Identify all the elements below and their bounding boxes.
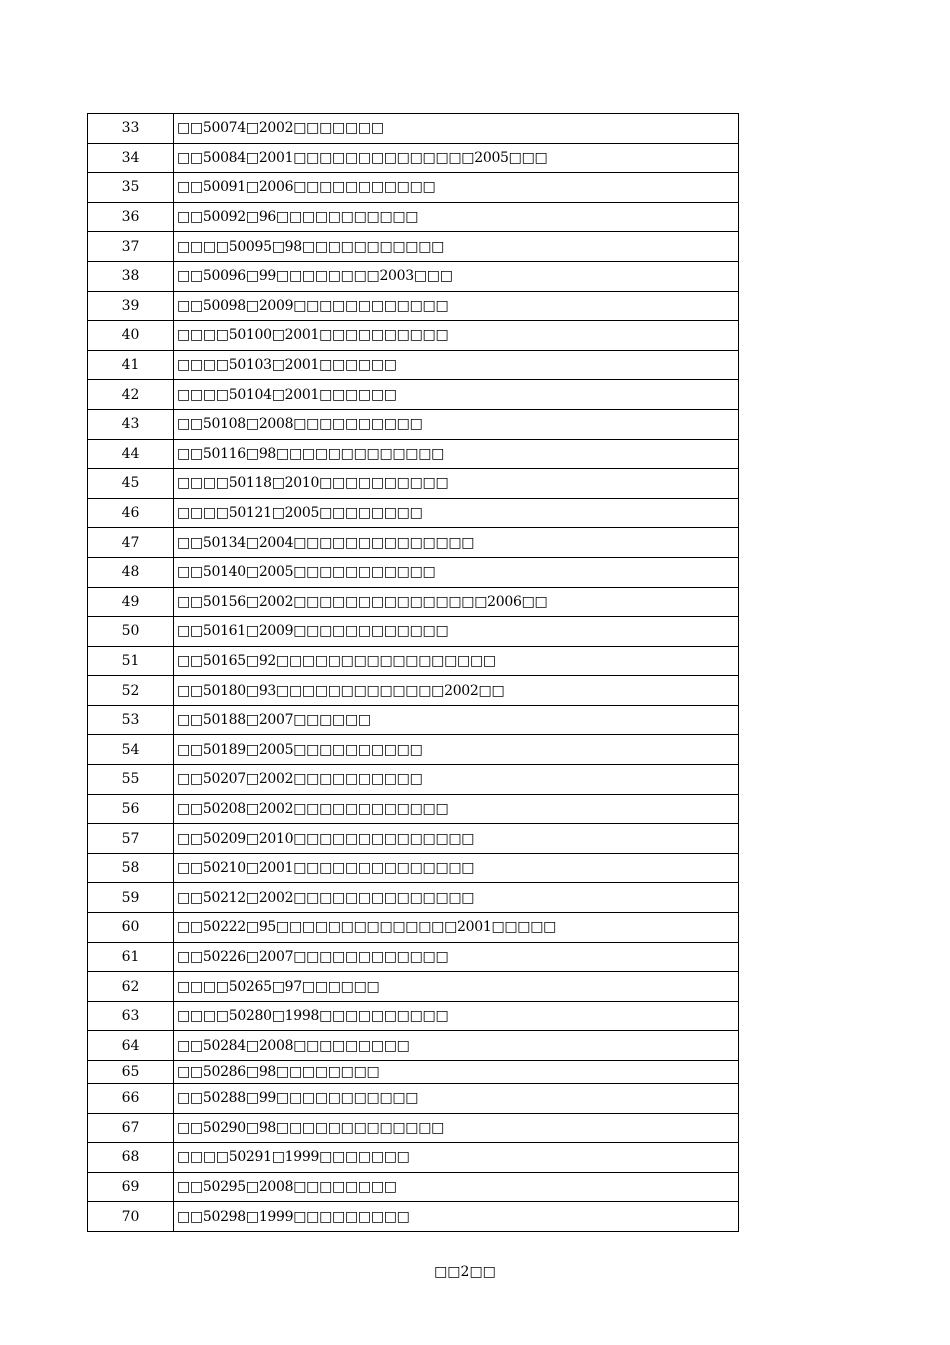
table-row [88,321,739,351]
row-number: 44 [88,439,174,469]
table-row [88,143,739,173]
standard-entry: □□50212□2002□□□□□□□□□□□□□□ [174,883,739,913]
standard-entry: □□50222□95□□□□□□□□□□□□□□2001□□□□□ [174,913,739,943]
table-row [88,409,739,439]
standard-entry: □□50074□2002□□□□□□□ [174,114,739,144]
row-number: 40 [88,321,174,351]
standard-entry: □□50180□93□□□□□□□□□□□□□2002□□ [174,676,739,706]
row-number: 52 [88,676,174,706]
table-row [88,232,739,262]
row-number: 41 [88,350,174,380]
table-row [88,646,739,676]
standard-entry: □□□□50095□98□□□□□□□□□□□ [174,232,739,262]
page-footer: □□2□□ [434,1264,496,1280]
standard-entry: □□50140□2005□□□□□□□□□□□ [174,557,739,587]
standard-entry: □□50284□2008□□□□□□□□□ [174,1031,739,1061]
table-row [88,557,739,587]
standard-entry: □□50165□92□□□□□□□□□□□□□□□□□ [174,646,739,676]
standard-entry: □□□□50100□2001□□□□□□□□□□ [174,321,739,351]
row-number: 43 [88,409,174,439]
standards-table [87,113,739,1232]
standard-entry: □□50286□98□□□□□□□□ [174,1061,739,1084]
row-number: 54 [88,735,174,765]
row-number: 39 [88,291,174,321]
row-number: 64 [88,1031,174,1061]
row-number: 34 [88,143,174,173]
standard-entry: □□50298□1999□□□□□□□□□ [174,1202,739,1232]
row-number: 50 [88,617,174,647]
table-row [88,587,739,617]
row-number: 68 [88,1143,174,1173]
standard-entry: □□50208□2002□□□□□□□□□□□□ [174,794,739,824]
row-number: 59 [88,883,174,913]
row-number: 53 [88,705,174,735]
table-row [88,261,739,291]
table-row [88,1172,739,1202]
row-number: 55 [88,765,174,795]
table-row [88,1143,739,1173]
row-number: 65 [88,1061,174,1084]
row-number: 66 [88,1084,174,1114]
row-number: 61 [88,942,174,972]
table-row [88,469,739,499]
table-row [88,913,739,943]
standard-entry: □□50226□2007□□□□□□□□□□□□ [174,942,739,972]
standard-entry: □□50116□98□□□□□□□□□□□□□ [174,439,739,469]
table-row [88,173,739,203]
row-number: 69 [88,1172,174,1202]
standard-entry: □□50108□2008□□□□□□□□□□ [174,409,739,439]
standard-entry: □□□□50291□1999□□□□□□□ [174,1143,739,1173]
row-number: 45 [88,469,174,499]
table-row [88,1202,739,1232]
row-number: 33 [88,114,174,144]
row-number: 48 [88,557,174,587]
standard-entry: □□□□50121□2005□□□□□□□□ [174,498,739,528]
table-row [88,1061,739,1084]
standard-entry: □□50189□2005□□□□□□□□□□ [174,735,739,765]
standard-entry: □□50156□2002□□□□□□□□□□□□□□□2006□□ [174,587,739,617]
standards-table-body [88,114,739,1232]
row-number: 42 [88,380,174,410]
table-row [88,498,739,528]
standard-entry: □□50288□99□□□□□□□□□□□ [174,1084,739,1114]
standard-entry: □□50207□2002□□□□□□□□□□ [174,765,739,795]
row-number: 57 [88,824,174,854]
row-number: 37 [88,232,174,262]
standard-entry: □□50091□2006□□□□□□□□□□□ [174,173,739,203]
table-row [88,114,739,144]
table-row [88,439,739,469]
row-number: 49 [88,587,174,617]
standard-entry: □□50290□98□□□□□□□□□□□□□ [174,1113,739,1143]
standard-entry: □□50295□2008□□□□□□□□ [174,1172,739,1202]
row-number: 58 [88,853,174,883]
standard-entry: □□□□50265□97□□□□□□ [174,972,739,1002]
row-number: 36 [88,202,174,232]
row-number: 51 [88,646,174,676]
table-row [88,705,739,735]
row-number: 47 [88,528,174,558]
table-row [88,883,739,913]
standard-entry: □□50134□2004□□□□□□□□□□□□□□ [174,528,739,558]
table-row [88,202,739,232]
standard-entry: □□□□50118□2010□□□□□□□□□□ [174,469,739,499]
table-row [88,972,739,1002]
row-number: 62 [88,972,174,1002]
row-number: 35 [88,173,174,203]
table-row [88,350,739,380]
row-number: 60 [88,913,174,943]
row-number: 70 [88,1202,174,1232]
table-row [88,735,739,765]
standard-entry: □□50188□2007□□□□□□ [174,705,739,735]
table-row [88,1113,739,1143]
table-row [88,528,739,558]
table-row [88,617,739,647]
standard-entry: □□50096□99□□□□□□□□2003□□□ [174,261,739,291]
table-row [88,1084,739,1114]
standard-entry: □□50161□2009□□□□□□□□□□□□ [174,617,739,647]
standard-entry: □□□□50280□1998□□□□□□□□□□ [174,1001,739,1031]
row-number: 67 [88,1113,174,1143]
table-row [88,1001,739,1031]
standard-entry: □□50210□2001□□□□□□□□□□□□□□ [174,853,739,883]
row-number: 38 [88,261,174,291]
table-row [88,291,739,321]
table-row [88,676,739,706]
table-row [88,380,739,410]
table-row [88,824,739,854]
row-number: 56 [88,794,174,824]
standard-entry: □□□□50104□2001□□□□□□ [174,380,739,410]
standard-entry: □□50084□2001□□□□□□□□□□□□□□2005□□□ [174,143,739,173]
row-number: 46 [88,498,174,528]
standard-entry: □□□□50103□2001□□□□□□ [174,350,739,380]
standard-entry: □□50098□2009□□□□□□□□□□□□ [174,291,739,321]
table-row [88,765,739,795]
table-row [88,794,739,824]
standard-entry: □□50209□2010□□□□□□□□□□□□□□ [174,824,739,854]
standard-entry: □□50092□96□□□□□□□□□□□ [174,202,739,232]
table-row [88,1031,739,1061]
row-number: 63 [88,1001,174,1031]
table-row [88,942,739,972]
table-row [88,853,739,883]
